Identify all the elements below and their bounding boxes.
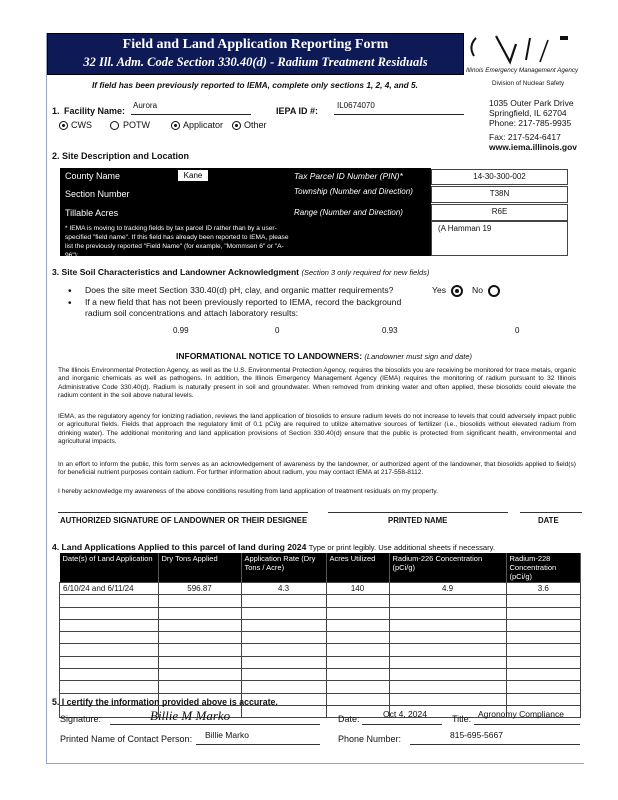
- table-row: [60, 583, 581, 595]
- table-row: [60, 656, 581, 668]
- section4-year[interactable]: 2024: [287, 542, 307, 552]
- table-cell[interactable]: [389, 669, 506, 681]
- radio-potw-label: POTW: [123, 120, 150, 130]
- table-row: [60, 607, 581, 619]
- table-cell[interactable]: [60, 644, 159, 656]
- section2-heading: 2. Site Description and Location: [52, 151, 190, 161]
- table-cell[interactable]: [241, 656, 326, 668]
- range-label: Range (Number and Direction): [294, 208, 403, 217]
- col-app-rate: Application Rate (Dry Tons / Acre): [241, 553, 326, 583]
- table-cell[interactable]: [326, 632, 389, 644]
- facility-name-underline: [131, 114, 251, 115]
- table-cell[interactable]: [506, 669, 581, 681]
- section4-note: Type or print legibly. Use additional sheets if necessary.: [308, 543, 496, 552]
- site-description-table: [60, 168, 431, 259]
- iepa-id-value[interactable]: IL0674070: [337, 101, 375, 110]
- tillable-acres-label: Tillable Acres: [65, 208, 119, 218]
- printed-name-value[interactable]: Billie Marko: [205, 730, 249, 740]
- section5-heading: 5. I certify the information provided above is accurate.: [52, 697, 278, 707]
- bullet-dot-1: •: [68, 286, 72, 297]
- table-cell[interactable]: [60, 656, 159, 668]
- section4-heading: 4. Land Applications Applied to this parcel of land during: [52, 542, 285, 552]
- table-cell[interactable]: [506, 656, 581, 668]
- range-value[interactable]: R6E: [431, 204, 568, 221]
- table-cell[interactable]: [389, 595, 506, 607]
- soil-value-1[interactable]: 0.99: [173, 326, 189, 335]
- notice-paragraph-2: IEMA, as the regulatory agency for ionizing radiation, reviews the land application of biosolids to ensure radium levels do not increase to levels that could adversely impact public or agricultural fields. Fields that approach the regulatory limit of 0.1 pCi/g are required to utilize alternative sources of fertilizer (i.e., biosolids without elevated radium from drinking water). The additional monitoring and land application provisions of Section 330.40(d) ensure that the public is protected from significant health, environmental and agricultural impacts.: [58, 413, 576, 446]
- table-row: [60, 619, 581, 631]
- section4-heading-wrap: [52, 542, 495, 552]
- iepa-id-label: IEPA ID #:: [276, 106, 319, 116]
- table-cell[interactable]: [60, 669, 159, 681]
- radio-no[interactable]: [488, 285, 500, 297]
- date-line: [362, 724, 442, 725]
- table-cell[interactable]: [241, 607, 326, 619]
- tax-parcel-value[interactable]: 14-30-300-002: [431, 169, 568, 185]
- table-row: [60, 595, 581, 607]
- printed-name-line: [196, 744, 320, 745]
- bottom-margin-rule: [46, 763, 584, 764]
- date-label: Date:: [338, 714, 360, 724]
- instruction-text: If field has been previously reported to IEMA, complete only sections 1, 2, 4, and 5.: [92, 80, 418, 90]
- notice-heading: [176, 351, 472, 361]
- facility-name-value[interactable]: Aurora: [133, 101, 158, 110]
- tax-parcel-label: Tax Parcel ID Number (PIN)*: [294, 171, 403, 181]
- table-cell[interactable]: [326, 656, 389, 668]
- notice-paragraph-1: The Illinois Environmental Protection Agency, as well as the U.S. Environmental Protection Agency, requires the biosolids you are receiving be monitored for trace metals, organic and inorganic chemicals as well as pathogens. In addition, the Illinois Emergency Management Agency (IEMA) requires the monitoring of radium pursuant to 32 Illinois Administrative Code 330.40(d). Radium is naturally present in soil and groundwater. When removed from drinking water and often applied, these biosolids could elevate the radium content in the soil above natural levels.: [58, 367, 576, 400]
- table-cell[interactable]: [158, 632, 241, 644]
- table-cell[interactable]: [389, 681, 506, 693]
- table-cell[interactable]: [158, 656, 241, 668]
- agency-address-1: 1035 Outer Park Drive: [489, 98, 574, 108]
- table-cell[interactable]: [241, 705, 326, 717]
- phone-label: Phone Number:: [338, 734, 402, 744]
- soil-value-3[interactable]: 0.93: [382, 326, 398, 335]
- landowner-signature-line[interactable]: [58, 512, 308, 513]
- table-cell[interactable]: [158, 595, 241, 607]
- phone-line: [410, 744, 580, 745]
- title-label: Title:: [452, 714, 472, 724]
- agency-seal-icon: [466, 32, 578, 68]
- table-cell[interactable]: [506, 681, 581, 693]
- table-cell[interactable]: [389, 656, 506, 668]
- landowner-printed-name-label: PRINTED NAME: [388, 516, 448, 525]
- table-cell[interactable]: [326, 607, 389, 619]
- table-cell[interactable]: [389, 644, 506, 656]
- agency-division: Division of Nuclear Safety: [492, 80, 565, 87]
- table-cell[interactable]: [60, 632, 159, 644]
- notice-paragraph-3: In an effort to inform the public, this form serves as an acknowledgement of awareness by the landowner, or authorized agent of the landowner, that biosolids applied to field(s) for beneficial nutrient purposes contain radium. For further information about radium, you may contact IEMA at 217-558-8112.: [58, 461, 576, 477]
- table-cell[interactable]: [60, 681, 159, 693]
- phone-value[interactable]: 815-695-5667: [450, 730, 503, 740]
- agency-website: www.iema.illinois.gov: [489, 142, 578, 152]
- yes-label: Yes: [432, 285, 447, 295]
- col-ra228: Radium-228 Concentration (pCi/g): [506, 553, 581, 583]
- col-dry-tons: Dry Tons Applied: [158, 553, 241, 583]
- agency-phone: Phone: 217-785-9935: [489, 118, 572, 128]
- section3-heading: 3. Site Soil Characteristics and Landowner Acknowledgment: [52, 267, 300, 277]
- table-cell[interactable]: [241, 619, 326, 631]
- table-cell[interactable]: [389, 619, 506, 631]
- section3-heading-note: (Section 3 only required for new fields): [301, 268, 430, 277]
- table-cell[interactable]: [506, 619, 581, 631]
- table-cell[interactable]: 4.9: [389, 583, 506, 595]
- table-cell[interactable]: [326, 644, 389, 656]
- table-cell[interactable]: [158, 669, 241, 681]
- bullet-dot-2: •: [68, 298, 72, 309]
- radio-cws[interactable]: [59, 121, 68, 130]
- col-ra226: Radium-226 Concentration (pCi/g): [389, 553, 506, 583]
- printed-name-label: Printed Name of Contact Person:: [60, 734, 193, 744]
- agency-logo: [466, 32, 578, 68]
- agency-name: Illinois Emergency Management Agency: [466, 67, 579, 74]
- radio-applicator[interactable]: [171, 121, 180, 130]
- date-value[interactable]: Oct 4, 2024: [383, 709, 427, 719]
- table-cell[interactable]: [60, 619, 159, 631]
- table-cell[interactable]: [326, 669, 389, 681]
- table-cell[interactable]: 6/10/24 and 6/11/24: [60, 583, 159, 595]
- table-cell[interactable]: [326, 693, 389, 705]
- radio-cws-label: CWS: [71, 120, 92, 130]
- county-label: County Name: [65, 171, 121, 181]
- table-cell[interactable]: [389, 607, 506, 619]
- radio-other-label: Other: [244, 120, 267, 130]
- land-application-table: [59, 553, 581, 718]
- radio-yes[interactable]: [451, 285, 463, 297]
- landowner-printed-name-line[interactable]: [328, 512, 508, 513]
- soil-requirement-question: Does the site meet Section 330.40(d) pH, clay, and organic matter requirements?: [85, 285, 394, 295]
- table-cell[interactable]: 596.87: [158, 583, 241, 595]
- table-cell[interactable]: [506, 607, 581, 619]
- table-cell[interactable]: [60, 607, 159, 619]
- no-label: No: [472, 285, 483, 295]
- table-cell[interactable]: [506, 644, 581, 656]
- table-cell[interactable]: 140: [326, 583, 389, 595]
- table-cell[interactable]: [326, 595, 389, 607]
- soil-value-4[interactable]: 0: [515, 326, 520, 335]
- form-title: Field and Land Application Reporting Form: [122, 37, 389, 52]
- notice-title: INFORMATIONAL NOTICE TO LANDOWNERS:: [176, 351, 363, 361]
- left-margin-rule: [46, 33, 47, 763]
- landowner-date-label: DATE: [538, 516, 559, 525]
- notice-title-note: (Landowner must sign and date): [364, 352, 472, 361]
- table-cell[interactable]: [389, 632, 506, 644]
- field-name-value[interactable]: (A Hamman 19: [431, 221, 568, 256]
- form-subtitle: 32 Ill. Adm. Code Section 330.40(d) - Radium Treatment Residuals: [83, 55, 428, 69]
- table-cell[interactable]: 3.6: [506, 583, 581, 595]
- section-number-label: Section Number: [65, 189, 130, 199]
- table-cell[interactable]: [241, 632, 326, 644]
- soil-value-2[interactable]: 0: [275, 326, 280, 335]
- landowner-signature-label: AUTHORIZED SIGNATURE OF LANDOWNER OR THEIR DESIGNEE: [60, 516, 308, 525]
- table-cell[interactable]: 4.3: [241, 583, 326, 595]
- signature-value[interactable]: Billie M Marko: [150, 708, 231, 723]
- agency-fax: Fax: 217-524-6417: [489, 132, 561, 142]
- table-cell[interactable]: [506, 595, 581, 607]
- title-value[interactable]: Agronomy Compliance: [478, 709, 564, 719]
- table-cell[interactable]: [60, 595, 159, 607]
- soil-concentration-instruction: If a new field that has not been previously reported to IEMA, record the background radium soil concentrations and attach laboratory results:: [85, 297, 402, 318]
- agency-address-2: Springfield, IL 62704: [489, 108, 567, 118]
- table-cell[interactable]: [241, 644, 326, 656]
- table-cell[interactable]: [241, 595, 326, 607]
- table-row: [60, 681, 581, 693]
- radio-applicator-label: Applicator: [183, 120, 224, 130]
- table-cell[interactable]: [158, 681, 241, 693]
- form-title-banner: [47, 33, 464, 75]
- table-row: [60, 632, 581, 644]
- section3-heading-wrap: [52, 267, 429, 277]
- col-acres: Acres Utilized: [326, 553, 389, 583]
- title-line: [474, 724, 580, 725]
- table-row: [60, 644, 581, 656]
- table-cell[interactable]: [158, 644, 241, 656]
- township-label: Township (Number and Direction): [294, 187, 413, 196]
- notice-paragraph-4: I hereby acknowledge my awareness of the above conditions resulting from land application of treatment residuals on my property.: [58, 488, 438, 495]
- signature-line: [110, 724, 320, 725]
- field-name-note: * IEMA is moving to tracking fields by tax parcel ID rather than by a user-specified "field name". If this field has already been reported to IEMA, please list the previously reported "Field Name" (for example, "Mommsen 6" or "A-96"):: [65, 225, 289, 259]
- section1-number: 1.: [52, 106, 60, 116]
- radio-other[interactable]: [232, 121, 241, 130]
- col-date: Date(s) of Land Application: [60, 553, 159, 583]
- table-cell[interactable]: [326, 619, 389, 631]
- table-cell[interactable]: [158, 619, 241, 631]
- signature-label: Signature:: [60, 714, 102, 724]
- county-value[interactable]: Kane: [178, 170, 208, 181]
- iepa-id-underline: [334, 114, 464, 115]
- table-cell[interactable]: [506, 632, 581, 644]
- land-table-header-row: [60, 553, 581, 583]
- table-row: [60, 669, 581, 681]
- table-cell[interactable]: [389, 693, 506, 705]
- table-cell[interactable]: [506, 693, 581, 705]
- table-cell[interactable]: [241, 669, 326, 681]
- landowner-date-line[interactable]: [520, 512, 582, 513]
- township-value[interactable]: T38N: [431, 186, 568, 203]
- table-cell[interactable]: [158, 607, 241, 619]
- radio-potw[interactable]: [110, 121, 119, 130]
- table-cell[interactable]: [326, 681, 389, 693]
- table-cell[interactable]: [241, 681, 326, 693]
- facility-name-label: Facility Name:: [64, 106, 126, 116]
